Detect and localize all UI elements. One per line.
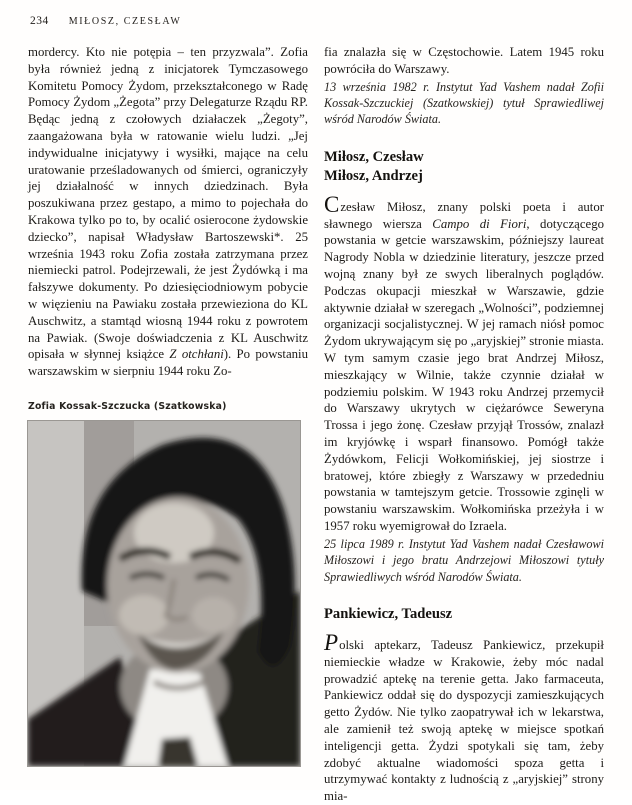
photo-caption: Zofia Kossak-Szczucka (Szatkowska): [28, 400, 227, 412]
yad-vashem-note-milosz: 25 lipca 1989 r. Instytut Yad Vashem nadał Czesławowi Miłoszowi i jego bratu Andrzejowi Miłoszowi tytuły Sprawiedliwych wśród Narodów Świata.: [324, 536, 604, 584]
kossak-paragraph-part2: ). Po powstaniu warszawskim w sierpniu 1944 roku Zo-: [28, 347, 309, 379]
portrait-photo: [28, 421, 300, 766]
entry-heading-milosz-line2: Miłosz, Andrzej: [324, 167, 423, 184]
right-column: [324, 44, 604, 805]
poem-title-campo-di-fiori: Campo di Fiori: [432, 216, 527, 231]
running-head-title: MIŁOSZ, CZESŁAW: [68, 16, 182, 27]
milosz-paragraph: [324, 191, 604, 535]
pankiewicz-paragraph: [324, 629, 604, 805]
milosz-paragraph-part2: , dotyczącego powstania w getcie warszawskim, późniejszy laureat Nagrody Nobla w dziedzinie literatury, jeszcze przed wojną znany był ze swych liberalnych poglądów. Podczas okupacji mieszkał w Warszawie, gdzie aktywnie działał w szeregach „Wolności”, podziemnej organizacji socjalistycznej. W jej ramach niósł pomoc Żydom ukrywającym się po „aryjskiej” stronie miasta. W tym samym czasie jego brat Andrzej Miłosz, mieszkający w Wilnie, także czynnie działał w podziemiu polskim. W 1943 roku Andrzej przemycił do Warszawy ukrytych w ciężarówce Seweryna Trossa i jego żonę. Czesław przyjął Trossów, znalazł im kryjówkę i wsparł finansowo. Pomógł także Żydówkom, Felicji Wołkomińskiej, jej siostrze i bratowej, które zbiegły z Warszawy w przededniu powstania w tamtejszym getcie. Trossowie zginęli w powstaniu warszawskim. Wołkomińska przeżyła i w 1957 roku wyemigrował do Izraela.: [324, 216, 604, 533]
portrait-photo-illustration: [28, 421, 300, 766]
pankiewicz-paragraph-text: olski aptekarz, Tadeusz Pankiewicz, przekupił niemieckie władze w Krakowie, żeby móc nadal prowadzić aptekę na terenie getta. Jako farmaceuta, Pankiewicz oddał się do dyspozycji zamieszkujących getto Żydów. Nie tylko zaopatrywał ich w lekarstwa, ale zamienił też swoją aptekę w miejsce spotkań inteligencji getta. Żydzi spotykali się tam, żeby zdobyć aktualne wiadomości spoza getta i utrzymywać kontakty z ludnością z „aryjskiej” strony mia-: [324, 637, 604, 804]
entry-heading-milosz: [324, 148, 604, 186]
milosz-paragraph-part1: zesław Miłosz, znany polski poeta i autor sławnego wiersza: [324, 199, 604, 231]
running-head: [30, 15, 181, 27]
entry-heading-pankiewicz: Pankiewicz, Tadeusz: [324, 605, 453, 622]
entry-heading-milosz-line1: Miłosz, Czesław: [324, 148, 424, 165]
kossak-paragraph-part1: mordercy. Kto nie potępia – ten przyzwala”. Zofia była również jedną z inicjatorek Tymczasowego Komitetu Pomocy Żydom, przekształconego w Radę Pomocy Żydom „Żegota” przy Delegaturze Rządu RP. Będąc jedną z czołowych działaczek „Żegoty”, zaangażowana była w ratowanie wielu ludzi. „Jej indywidualne inicjatywy i wysiłki, mające na celu uratowanie prześladowanych od śmierci, ograniczyły jej działalność w innych dziedzinach. Była poszukiwana przez gestapo, a mimo to pojechała do Krakowa tylko po to, by ocalić osierocone żydowskie dziecko”, napisał Władysław Bartoszewski*. 25 września 1943 roku Zofia została zatrzymana przez niemiecki patrol. Podejrzewali, że jest Żydówką i ma fałszywe dokumenty. Po dziesięciodniowym pobycie w więzieniu na Pawiaku została przewieziona do KL Auschwitz, a stamtąd wiosną 1944 roku z powrotem na Pawiak. (Swoje doświadczenia z KL Auschwitz opisała w słynnej książce: [28, 45, 308, 362]
kossak-paragraph: [28, 44, 308, 380]
page-number: 234: [30, 15, 49, 27]
pankiewicz-dropcap: P: [324, 629, 339, 655]
two-column-layout: [28, 44, 604, 805]
milosz-dropcap: C: [324, 191, 340, 217]
left-column: [28, 44, 308, 805]
book-title-z-otchlani: Z otchłani: [169, 347, 224, 362]
kossak-continuation-paragraph: fia znalazła się w Częstochowie. Latem 1945 roku powróciła do Warszawy.: [324, 45, 604, 76]
yad-vashem-note-kossak: 13 września 1982 r. Instytut Yad Vashem nadał Zofii Kossak-Szczuckiej (Szatkowskiej) tytuł Sprawiedliwej wśród Narodów Świata.: [324, 79, 604, 127]
